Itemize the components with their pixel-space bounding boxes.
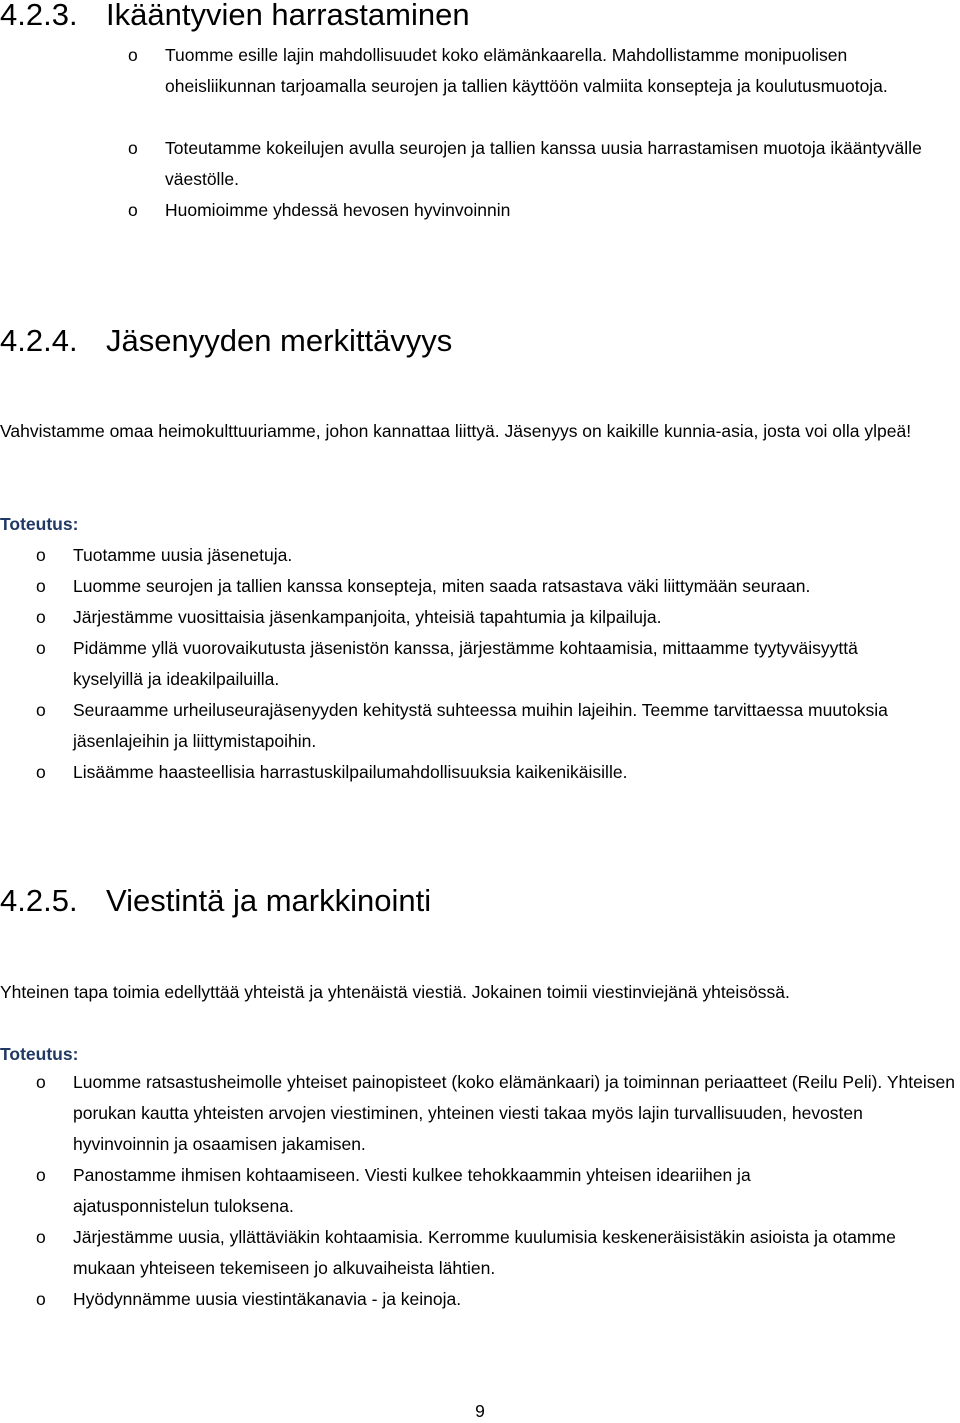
list-item-text: Tuotamme uusia jäsenetuja. <box>73 545 293 565</box>
bullet-marker: o <box>36 700 46 720</box>
list-item-text: Pidämme yllä vuorovaikutusta jäsenistön kanssa, järjestämme kohtaamisia, mittaamme tyytyväisyyttä kyselyillä ja ideakilpailuilla. <box>73 638 858 689</box>
list-item <box>36 633 960 695</box>
section-number: 4.2.4. <box>0 323 78 358</box>
bullet-marker: o <box>128 200 138 220</box>
bullet-marker: o <box>36 607 46 627</box>
section-title: Jäsenyyden merkittävyys <box>106 323 453 358</box>
list-item <box>36 571 960 602</box>
list-item <box>36 540 960 571</box>
list-item <box>36 695 960 757</box>
section-heading-424 <box>0 323 452 359</box>
section-intro-425: Yhteinen tapa toimia edellyttää yhteistä ja yhtenäistä viestiä. Jokainen toimii viestinviejänä yhteisössä. <box>0 982 790 1002</box>
bullet-marker: o <box>128 138 138 158</box>
bullet-list-425 <box>36 1067 960 1315</box>
list-item <box>36 1067 960 1160</box>
list-item-text: Hyödynnämme uusia viestintäkanavia - ja keinoja. <box>73 1289 462 1309</box>
bullet-marker: o <box>128 45 138 65</box>
list-item-text: Huomioimme yhdessä hevosen hyvinvoinnin <box>165 200 511 220</box>
section-number: 4.2.3. <box>0 0 78 32</box>
section-title: Ikääntyvien harrastaminen <box>106 0 470 32</box>
section-number: 4.2.5. <box>0 883 78 918</box>
list-item <box>128 195 958 226</box>
section-intro-424: Vahvistamme omaa heimokulttuuriamme, johon kannattaa liittyä. Jäsenyys on kaikille kunnia-asia, josta voi olla ylpeä! <box>0 421 912 441</box>
list-item <box>128 40 958 133</box>
list-item-text: Järjestämme vuosittaisia jäsenkampanjoita, yhteisiä tapahtumia ja kilpailuja. <box>73 607 662 627</box>
bullet-marker: o <box>36 1165 46 1185</box>
list-item-text: Järjestämme uusia, yllättäviäkin kohtaamisia. Kerromme kuulumisia keskeneräisistäkin asioista ja otamme mukaan yhteiseen tekemiseen jo alkuvaiheista lähtien. <box>73 1227 896 1278</box>
toteutus-label-424: Toteutus: <box>0 514 79 534</box>
list-item <box>128 133 958 195</box>
list-item <box>36 1222 960 1284</box>
bullet-marker: o <box>36 1289 46 1309</box>
bullet-list-424 <box>36 540 960 788</box>
bullet-marker: o <box>36 762 46 782</box>
page-number: 9 <box>475 1401 485 1421</box>
section-title: Viestintä ja markkinointi <box>106 883 432 918</box>
bullet-list-423 <box>128 40 958 226</box>
bullet-marker: o <box>36 1072 46 1092</box>
bullet-marker: o <box>36 1227 46 1247</box>
bullet-marker: o <box>36 545 46 565</box>
list-item-text: Seuraamme urheiluseurajäsenyyden kehitystä suhteessa muihin lajeihin. Teemme tarvittaessa muutoksia jäsenlajeihin ja liittymistapoihin. <box>73 700 888 751</box>
bullet-marker: o <box>36 576 46 596</box>
list-item-text: Lisäämme haasteellisia harrastuskilpailumahdollisuuksia kaikenikäisille. <box>73 762 628 782</box>
list-item-text: Luomme ratsastusheimolle yhteiset painopisteet (koko elämänkaari) ja toiminnan periaatteet (Reilu Peli). Yhteisen porukan kautta yhteisten arvojen viestiminen, yhteinen viesti takaa myös lajin turvallisuuden, hevosten hyvinvoinnin ja osaamisen jakamisen. <box>73 1072 955 1154</box>
list-item-text: Tuomme esille lajin mahdollisuudet koko elämänkaarella. Mahdollistamme monipuolisen oheisliikunnan tarjoamalla seurojen ja tallien käyttöön valmiita konsepteja ja koulutusmuotoja. <box>165 45 888 96</box>
section-heading-425 <box>0 883 431 919</box>
section-heading-423 <box>0 0 470 33</box>
list-item <box>36 757 960 788</box>
list-item-text: Luomme seurojen ja tallien kanssa konsepteja, miten saada ratsastava väki liittymään seuraan. <box>73 576 811 596</box>
bullet-marker: o <box>36 638 46 658</box>
list-item <box>36 1284 960 1315</box>
toteutus-label-425: Toteutus: <box>0 1044 79 1064</box>
list-item-text: Panostamme ihmisen kohtaamiseen. Viesti kulkee tehokkaammin yhteisen ideariihen ja ajatusponnistelun tuloksena. <box>73 1165 751 1216</box>
list-item <box>36 602 960 633</box>
list-item <box>36 1160 960 1222</box>
list-item-text: Toteutamme kokeilujen avulla seurojen ja tallien kanssa uusia harrastamisen muotoja ikääntyvälle väestölle. <box>165 138 922 189</box>
